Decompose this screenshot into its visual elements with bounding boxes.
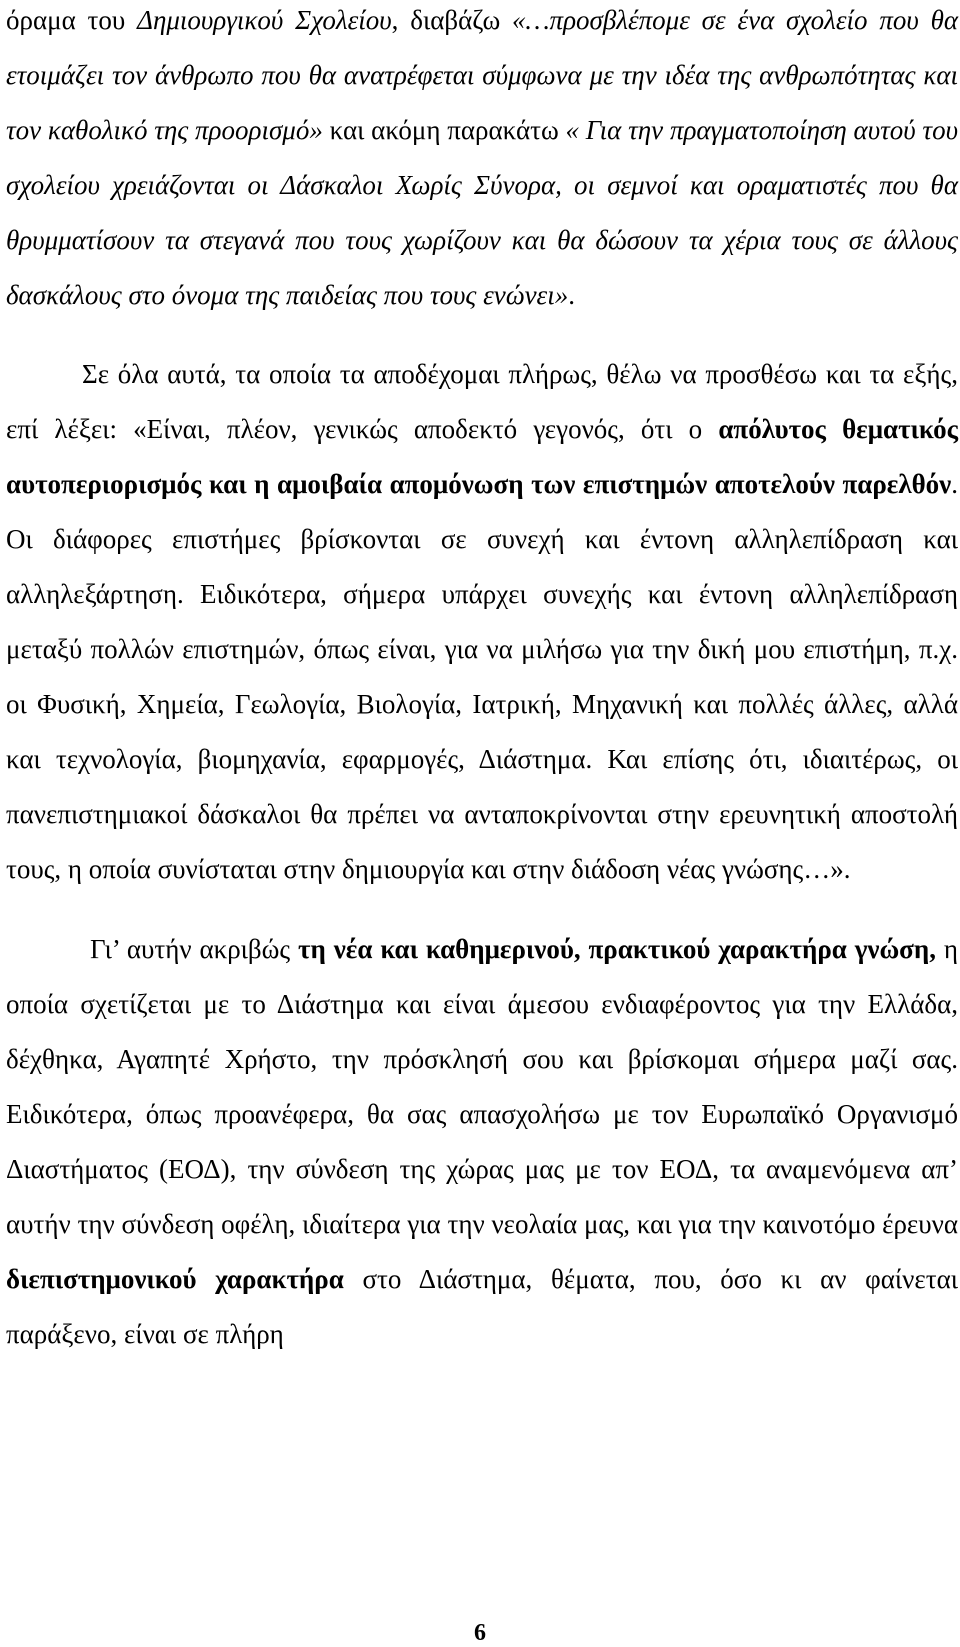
- page-number: 6: [474, 1620, 486, 1646]
- paragraph-3-bold-1: τη νέα και καθημερινού, πρακτικού χαρακτήρα γνώση,: [298, 934, 936, 964]
- paragraph-2-part-2: . Οι διάφορες επιστήμες βρίσκονται σε συνεχή και έντονη αλληλεπίδραση και αλληλεξάρτηση. Ειδικότερα, σήμερα υπάρχει συνεχής και έντονη αλληλεπίδραση μεταξύ πολλών επιστημών, όπως είναι, για να μιλήσω για την δική μου επιστήμη, π.χ. οι Φυσική, Χημεία, Γεωλογία, Βιολογία, Ιατρική, Μηχανική και πολλές άλλες, αλλά και τεχνολογία, βιομηχανία, εφαρμογές, Διάστημα. Και επίσης ότι, ιδιαιτέρως, οι πανεπιστημιακοί δάσκαλοι θα πρέπει να ανταποκρίνονται στην ερευνητική αποστολή τους, η οποία συνίσταται στην δημιουργία και στην διάδοση νέας γνώσης…».: [6, 469, 958, 884]
- quote-1: «…προσβλέπομε σε ένα σχολείο που θα ετοιμάζει τον άνθρωπο που θα ανατρέφεται σύμφωνα με την ιδέα της ανθρωπότητας και τον καθολικό της προορισμό»: [6, 5, 959, 145]
- paragraph-1: [6, 0, 958, 323]
- paragraph-1-lead: όραμα του: [6, 5, 138, 35]
- paragraph-2-bold-1: απόλυτος θεματικός αυτοπεριορισμός και η αμοιβαία απομόνωση των επιστημών αποτελούν παρελθόν: [6, 414, 959, 499]
- school-name: Δημιουργικού Σχολείου: [137, 5, 392, 35]
- paragraph-2-part-1: Σε όλα αυτά, τα οποία τα αποδέχομαι πλήρως, θέλω να προσθέσω και τα εξής, επί λέξει: «Είναι, πλέον, γενικώς αποδεκτό γεγονός, ότι ο: [6, 359, 958, 444]
- paragraph-3: [6, 922, 958, 1362]
- paragraph-1-connector: και ακόμη παρακάτω: [322, 115, 566, 145]
- quote-2: « Για την πραγματοποίηση αυτού του σχολείου χρειάζονται οι Δάσκαλοι Χωρίς Σύνορα, οι σεμνοί και οραματιστές που θα θρυμματίσουν τα στεγανά που τους χωρίζουν και θα δώσουν τα χέρια τους σε άλλους δασκάλους στο όνομα της παιδείας που τους ενώνει»: [6, 115, 958, 310]
- paragraph-1-mid: , διαβάζω: [391, 5, 513, 35]
- paragraph-3-part-3: στο Διάστημα, θέματα, που, όσο κι αν φαίνεται παράξενο, είναι σε πλήρη: [6, 1264, 958, 1349]
- paragraph-3-part-2: η οποία σχετίζεται με το Διάστημα και είναι άμεσου ενδιαφέροντος για την Ελλάδα, δέχθηκα, Αγαπητέ Χρήστο, την πρόσκλησή σου και βρίσκομαι σήμερα μαζί σας. Ειδικότερα, όπως προανέφερα, θα σας απασχολήσω με τον Ευρωπαϊκό Οργανισμό Διαστήματος (ΕΟΔ), την σύνδεση της χώρας μας με τον ΕΟΔ, τα αναμενόμενα απ’ αυτήν την σύνδεση οφέλη, ιδιαίτερα για την νεολαία μας, και για την καινοτόμο έρευνα: [6, 934, 958, 1239]
- document-page: [6, 0, 958, 1362]
- paragraph-1-end: .: [568, 280, 575, 310]
- paragraph-3-part-1: Γι’ αυτήν ακριβώς: [90, 934, 299, 964]
- paragraph-2: [6, 347, 958, 897]
- paragraph-3-bold-2: διεπιστημονικού χαρακτήρα: [6, 1264, 344, 1294]
